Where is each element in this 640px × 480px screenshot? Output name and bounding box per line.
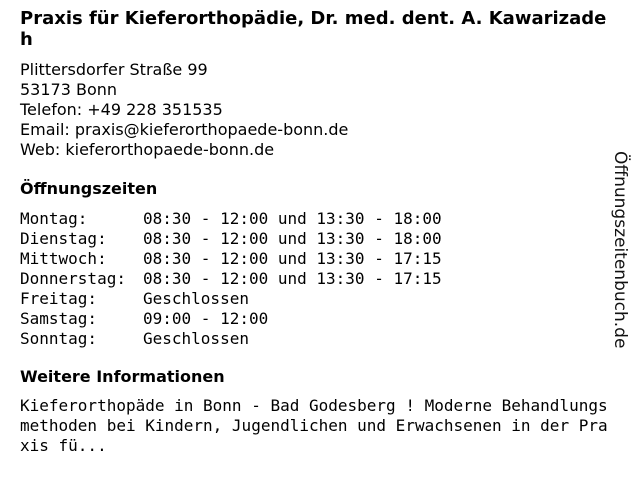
hours-time: 09:00 - 12:00 [143, 309, 269, 328]
practice-card [20, 8, 616, 456]
hours-day: Freitag: [20, 289, 98, 308]
opening-hours-heading: Öffnungszeiten [20, 179, 158, 198]
website: Web: kieferorthopaede-bonn.de [20, 140, 275, 159]
hours-row-sunday [20, 329, 616, 349]
hours-time: 08:30 - 12:00 und 13:30 - 17:15 [143, 269, 442, 288]
contact-block [20, 60, 616, 160]
email-address: Email: praxis@kieferorthopaede-bonn.de [20, 120, 349, 139]
hours-day: Sonntag: [20, 329, 98, 348]
practice-name: Praxis für Kieferorthopädie, Dr. med. dent. A. Kawarizadeh [20, 8, 607, 50]
opening-hours-table [20, 209, 616, 349]
hours-time: Geschlossen [143, 329, 249, 348]
hours-time: 08:30 - 12:00 und 13:30 - 17:15 [143, 249, 442, 268]
phone-number: Telefon: +49 228 351535 [20, 100, 223, 119]
hours-day: Dienstag: [20, 229, 107, 248]
hours-time: 08:30 - 12:00 und 13:30 - 18:00 [143, 229, 442, 248]
hours-day: Samstag: [20, 309, 98, 328]
hours-row-monday [20, 209, 616, 229]
more-info-heading: Weitere Informationen [20, 367, 225, 386]
hours-day: Mittwoch: [20, 249, 107, 268]
hours-time: Geschlossen [143, 289, 249, 308]
hours-time: 08:30 - 12:00 und 13:30 - 18:00 [143, 209, 442, 228]
hours-row-thursday [20, 269, 616, 289]
hours-row-saturday [20, 309, 616, 329]
city: 53173 Bonn [20, 80, 118, 99]
more-info-text: Kieferorthopäde in Bonn - Bad Godesberg ! Moderne Behandlungsmethoden bei Kindern, Jugendlichen und Erwachsenen in der Praxis fü... [20, 396, 608, 455]
hours-row-wednesday [20, 249, 616, 269]
hours-day: Montag: [20, 209, 88, 228]
street-address: Plittersdorfer Straße 99 [20, 60, 208, 79]
hours-row-tuesday [20, 229, 616, 249]
hours-row-friday [20, 289, 616, 309]
hours-day: Donnerstag: [20, 269, 126, 288]
site-watermark [600, 134, 640, 366]
site-name: Öffnungszeitenbuch.de [610, 151, 630, 349]
